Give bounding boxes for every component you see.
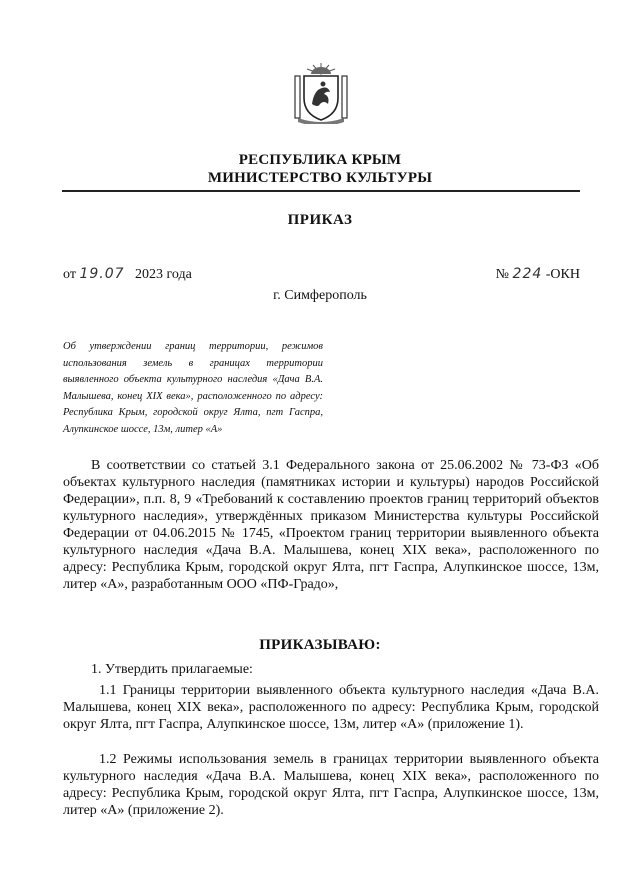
- org-name-republic: РЕСПУБЛИКА КРЫМ: [238, 152, 402, 168]
- number-suffix: -ОКН: [545, 267, 580, 282]
- document-city: г. Симферополь: [273, 288, 367, 303]
- order-item-1-2: 1.2 Режимы использования земель в границах территории выявленного объекта культурного наследия «Дача В.А. Малышева, конец XIX века», расположенного по адресу: Республика Крым, городской округ Ялта, пгт Гаспра, Алупкинское шоссе, 13м, литер «А» (приложение 2).: [63, 752, 599, 818]
- crimea-coat-of-arms-icon: [292, 60, 350, 124]
- number-handwritten: 224: [512, 266, 543, 282]
- date-handwritten: 19.07: [79, 266, 125, 282]
- header-divider: [62, 190, 580, 192]
- document-date: [63, 266, 192, 283]
- date-year: 2023 года: [135, 267, 192, 282]
- document-number: [496, 266, 580, 283]
- document-title: ПРИКАЗ: [287, 212, 353, 228]
- org-name-ministry: МИНИСТЕРСТВО КУЛЬТУРЫ: [207, 170, 433, 186]
- order-heading: ПРИКАЗЫВАЮ:: [259, 637, 381, 653]
- order-item-1: 1. Утвердить прилагаемые:: [91, 662, 253, 677]
- emblem-graphic: [292, 60, 350, 124]
- date-prefix: от: [63, 267, 76, 282]
- number-prefix: №: [495, 267, 510, 282]
- order-item-1-1: 1.1 Границы территории выявленного объекта культурного наследия «Дача В.А. Малышева, конец XIX века», расположенного по адресу: Республика Крым, городской округ Ялта, пгт Гаспра, Алупкинское шоссе, 13м, литер «А» (приложение 1).: [63, 683, 599, 732]
- preamble-paragraph: В соответствии со статьей 3.1 Федерального закона от 25.06.2002 № 73-ФЗ «Об объектах культурного наследия (памятниках истории и культуры) народов Российской Федерации», п.п. 8, 9 «Требований к составлению проектов границ территорий объектов культурного наследия», утверждённых приказом Министерства культуры Российской Федерации от 04.06.2015 № 1745, «Проектом границ территории выявленного объекта культурного наследия «Дача В.А. Малышева, конец XIX века», расположенного по адресу: Республика Крым, городской округ Ялта, пгт Гаспра, Алупкинское шоссе, 13м, литер «А», разработанным ООО «ПФ-Градо»,: [63, 458, 599, 592]
- document-subject: Об утверждении границ территории, режимов использования земель в границах территории выявленного объекта культурного наследия «Дача В.А. Малышева, конец XIX века», расположенного по адресу: Республика Крым, городской округ Ялта, пгт Гаспра, Алупкинское шоссе, 13м, литер «А»: [63, 341, 323, 435]
